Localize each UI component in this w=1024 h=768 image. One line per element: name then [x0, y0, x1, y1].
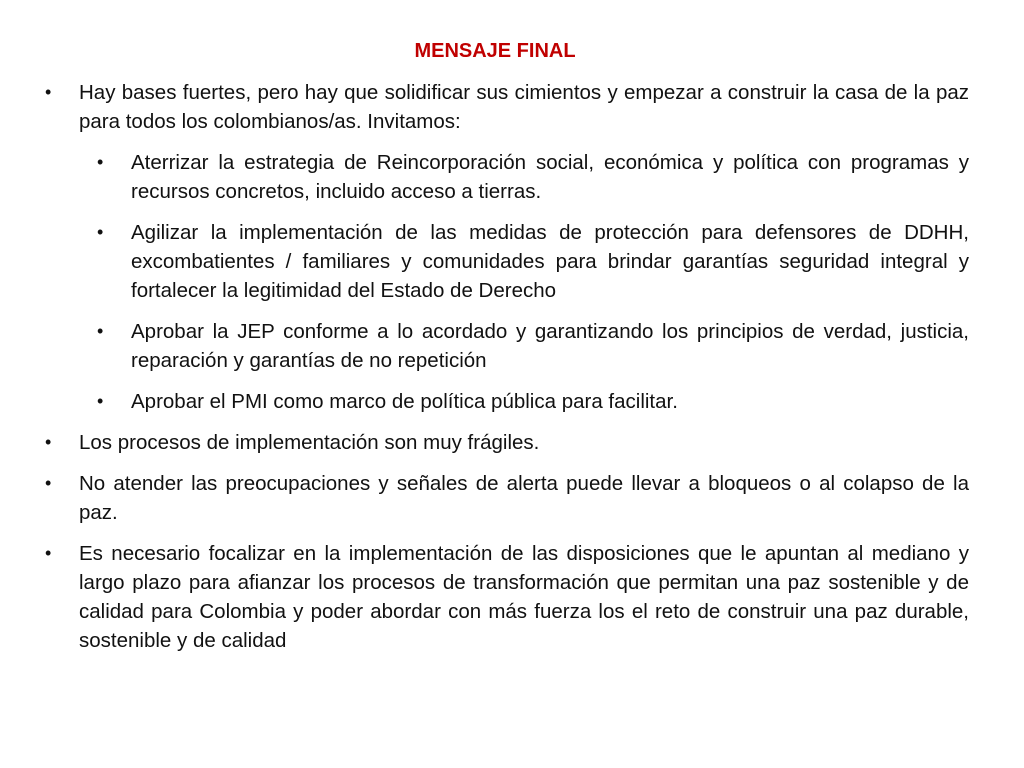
bullet-text: Agilizar la implementación de las medidas de protección para defensores de DDHH, excombatientes / familiares y comunidades para brindar garantías seguridad integral y fortalecer la legitimidad del Estado de Derecho — [131, 221, 969, 302]
bullet-text: No atender las preocupaciones y señales de alerta puede llevar a bloqueos o al colapso de la paz. — [79, 472, 969, 524]
bullet-icon: • — [97, 222, 104, 242]
bullet-item-2 — [45, 428, 969, 457]
bullet-icon: • — [97, 321, 104, 341]
bullet-icon: • — [45, 543, 52, 563]
bullet-item-1 — [45, 78, 969, 136]
bullet-icon: • — [45, 473, 52, 493]
bullet-item-3 — [45, 469, 969, 527]
bullet-icon: • — [97, 152, 104, 172]
bullet-text: Hay bases fuertes, pero hay que solidificar sus cimientos y empezar a construir la casa de la paz para todos los colombianos/as. Invitamos: — [79, 81, 969, 133]
bullet-text: Los procesos de implementación son muy frágiles. — [79, 431, 540, 454]
bullet-text: Aprobar la JEP conforme a lo acordado y garantizando los principios de verdad, justicia, reparación y garantías de no repetición — [131, 320, 969, 372]
bullet-icon: • — [97, 391, 104, 411]
sub-bullet-item-1 — [97, 148, 969, 206]
bullet-icon: • — [45, 82, 52, 102]
sub-bullet-item-2 — [97, 218, 969, 305]
bullet-icon: • — [45, 432, 52, 452]
slide-title: MENSAJE FINAL — [414, 40, 576, 62]
sub-bullet-item-3 — [97, 317, 969, 375]
bullet-text: Aprobar el PMI como marco de política pública para facilitar. — [131, 390, 678, 413]
bullet-item-4 — [45, 539, 969, 655]
bullet-list — [45, 78, 969, 667]
sub-bullet-item-4 — [97, 387, 969, 416]
bullet-text: Es necesario focalizar en la implementación de las disposiciones que le apuntan al mediano y largo plazo para afianzar los procesos de transformación que permitan una paz sostenible y de calidad para Colombia y poder abordar con más fuerza los el reto de construir una paz durable, sostenible y de calidad — [79, 542, 969, 652]
bullet-text: Aterrizar la estrategia de Reincorporación social, económica y política con programas y recursos concretos, incluido acceso a tierras. — [131, 151, 969, 203]
